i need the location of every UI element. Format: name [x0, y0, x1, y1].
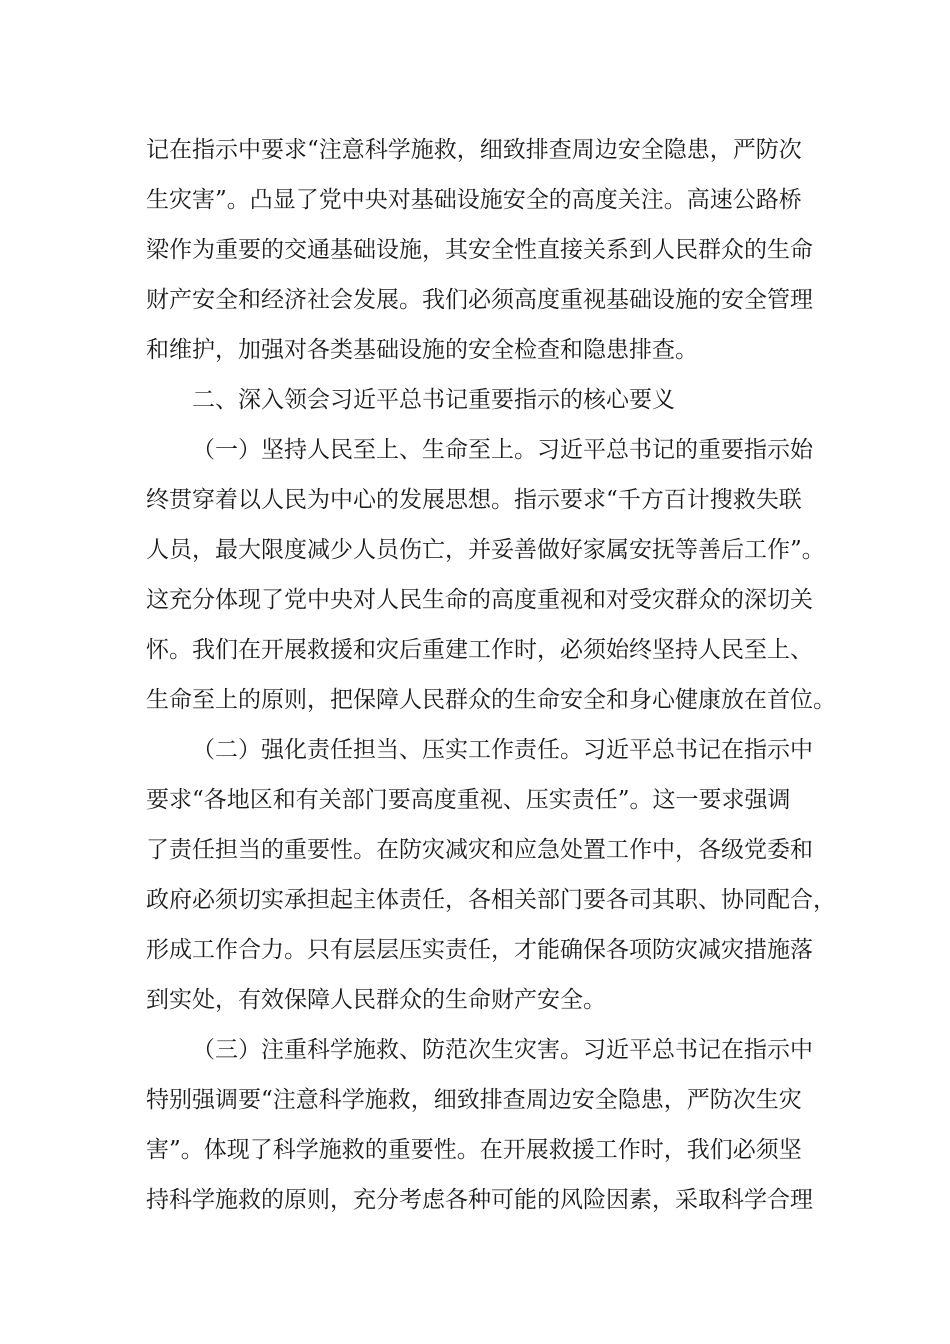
- text-line: [0, 780, 950, 820]
- line-text: 梁作为重要的交通基础设施，其安全性直接关系到人民群众的生命: [146, 237, 813, 263]
- line-text: 人员，最大限度减少人员伤亡，并妥善做好家属安抚等善后工作”。: [146, 537, 825, 563]
- section-heading: [0, 380, 950, 420]
- line-text: （一）坚持人民至上、生命至上。习近平总书记的重要指示始: [192, 437, 813, 463]
- text-line: [0, 1180, 950, 1220]
- text-line: [0, 930, 950, 970]
- text-line: [0, 1080, 950, 1120]
- line-text: （三）注重科学施救、防范次生灾害。习近平总书记在指示中: [192, 1037, 813, 1063]
- line-text: 形成工作合力。只有层层压实责任，才能确保各项防灾减灾措施落: [146, 937, 813, 963]
- text-line: [0, 530, 950, 570]
- line-text: 害”。体现了科学施救的重要性。在开展救援工作时，我们必须坚: [146, 1137, 802, 1163]
- text-line: [0, 1030, 950, 1070]
- text-line: [0, 880, 950, 920]
- text-line: [0, 980, 950, 1020]
- line-text: 生灾害”。凸显了党中央对基础设施安全的高度关注。高速公路桥: [146, 187, 802, 213]
- line-text: 生命至上的原则，把保障人民群众的生命安全和身心健康放在首位。: [146, 687, 836, 713]
- text-line: [0, 280, 950, 320]
- text-line: [0, 730, 950, 770]
- line-text: 怀。我们在开展救援和灾后重建工作时，必须始终坚持人民至上、: [146, 637, 813, 663]
- text-line: [0, 1130, 950, 1170]
- text-line: [0, 630, 950, 670]
- text-line: [0, 680, 950, 720]
- section-heading-text: 二、深入领会习近平总书记重要指示的核心要义: [192, 387, 675, 413]
- text-line: [0, 430, 950, 470]
- text-line: [0, 230, 950, 270]
- text-line: [0, 180, 950, 220]
- text-line: [0, 830, 950, 870]
- line-text: 要求“各地区和有关部门要高度重视、压实责任”。这一要求强调: [146, 787, 791, 813]
- line-text: 和维护，加强对各类基础设施的安全检查和隐患排查。: [146, 337, 698, 363]
- line-text: 了责任担当的重要性。在防灾减灾和应急处置工作中，各级党委和: [146, 837, 813, 863]
- line-text: 政府必须切实承担起主体责任，各相关部门要各司其职、协同配合，: [146, 887, 836, 913]
- line-text: 到实处，有效保障人民群众的生命财产安全。: [146, 987, 606, 1013]
- text-line: [0, 130, 950, 170]
- line-text: 特别强调要“注意科学施救，细致排查周边安全隐患，严防次生灾: [146, 1087, 802, 1113]
- line-text: 终贯穿着以人民为中心的发展思想。指示要求“千方百计搜救失联: [146, 487, 802, 513]
- text-line: [0, 480, 950, 520]
- text-line: [0, 580, 950, 620]
- line-text: 记在指示中要求“注意科学施救，细致排查周边安全隐患，严防次: [146, 137, 802, 163]
- text-line: [0, 330, 950, 370]
- line-text: 持科学施救的原则，充分考虑各种可能的风险因素，采取科学合理: [146, 1187, 813, 1213]
- line-text: 财产安全和经济社会发展。我们必须高度重视基础设施的安全管理: [146, 287, 813, 313]
- line-text: （二）强化责任担当、压实工作责任。习近平总书记在指示中: [192, 737, 813, 763]
- line-text: 这充分体现了党中央对人民生命的高度重视和对受灾群众的深切关: [146, 587, 813, 613]
